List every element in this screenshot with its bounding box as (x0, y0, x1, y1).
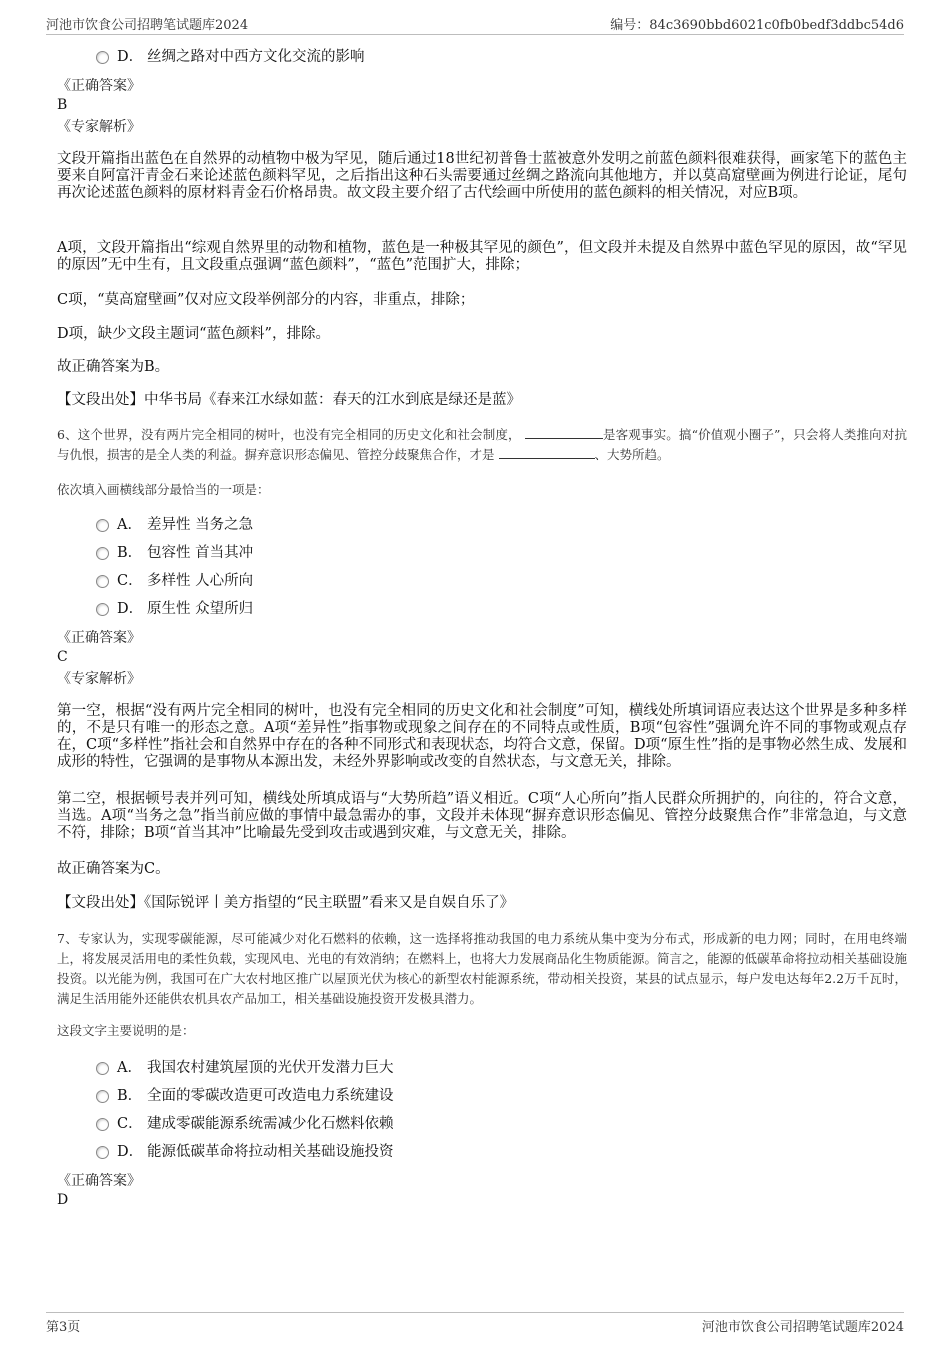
page-number: 第3页 (46, 1320, 81, 1335)
q6-blank-2 (499, 446, 595, 459)
q5-answer: B (57, 97, 68, 113)
q7-option-a[interactable]: A． 我国农村建筑屋顶的光伏开发潜力巨大 (96, 1058, 394, 1078)
q6-analysis-para-2: 第二空，根据顿号表并列可知，横线处所填成语与“大势所趋”语义相近。C项“人心所向”指人民群众所拥护的，向往的，符合文意，当选。A项“当务之急”指当前应做的事情中最急需办的事，文段并未体现“摒弃意识形态偏见、管控分歧聚焦合作”非常急迫，与文意不符，排除；B项“首当其冲”比喻最先受到攻击或遇到灾难，与文意无关，排除。 (57, 791, 907, 841)
q6-option-d[interactable]: D． 原生性 众望所归 (96, 599, 253, 619)
page-footer (46, 1312, 904, 1335)
radio-icon[interactable] (96, 575, 109, 588)
q7-option-b[interactable]: B． 全面的零碳改造更可改造电力系统建设 (96, 1086, 394, 1106)
q5-analysis-para-3: C项，“莫高窟壁画”仅对应文段举例部分的内容，非重点，排除； (57, 292, 475, 308)
q5-analysis-para-1: 文段开篇指出蓝色在自然界的动植物中极为罕见，随后通过18世纪初普鲁士蓝被意外发明之前蓝色颜料很难获得，画家笔下的蓝色主要来自阿富汗青金石来论述蓝色颜料罕见，之后指出这种石头需要通过丝绸之路流向其他地方，并以莫高窟壁画为例进行论证，尾句再次论述蓝色颜料的原材料青金石价格昂贵。故文段主要介绍了古代绘画中所使用的蓝色颜料的相关情况，对应B项。 (57, 151, 907, 201)
q5-answer-label: 《正确答案》 (57, 78, 141, 94)
q5-analysis-label: 《专家解析》 (57, 119, 141, 135)
q5-analysis-para-2: A项，文段开篇指出“综观自然界里的动物和植物，蓝色是一种极其罕见的颜色”，但文段并未提及自然界中蓝色罕见的原因，故“罕见的原因”无中生有，且文段重点强调“蓝色颜料”，“蓝色”范围扩大，排除； (57, 240, 907, 273)
radio-icon[interactable] (96, 547, 109, 560)
q6-option-b[interactable]: B． 包容性 首当其冲 (96, 543, 253, 563)
q6-answer-label: 《正确答案》 (57, 630, 141, 646)
q6-source: 【文段出处】《国际锐评丨美方指望的“民主联盟”看来又是自娱自乐了》 (57, 895, 515, 911)
radio-icon[interactable] (96, 1118, 109, 1131)
radio-icon[interactable] (96, 519, 109, 532)
q7-answer-label: 《正确答案》 (57, 1173, 141, 1189)
header-doc-id: 编号：84c3690bbd6021c0fb0bedf3ddbc54d6 (610, 18, 904, 33)
radio-icon[interactable] (96, 603, 109, 616)
q5-analysis-para-5: 故正确答案为B。 (57, 359, 170, 375)
q6-analysis-para-1: 第一空，根据“没有两片完全相同的树叶，也没有完全相同的历史文化和社会制度”可知，横线处所填词语应表达这个世界是多种多样的，不是只有唯一的形态之意。A项“差异性”指事物或现象之间存在的不同特点或性质，B项“包容性”强调允许不同的事物或观点存在，C项“多样性”指社会和自然界中存在的各种不同形式和表现状态，均符合文意，保留。D项“原生性”指的是事物必然生成、发展和成形的特性，它强调的是事物从本源出发，未经外界影响或改变的自然状态，与文意无关，排除。 (57, 703, 907, 770)
q6-stem: 6、这个世界，没有两片完全相同的树叶，也没有完全相同的历史文化和社会制度， 是客观事实。搞“价值观小圈子”，只会将人类推向对抗与仇恨，损害的是全人类的利益。摒弃意识形态偏见、管控分歧聚焦合作，才是 、大势所趋。 (57, 427, 907, 462)
q5-analysis-para-4: D项，缺少文段主题词“蓝色颜料”，排除。 (57, 326, 330, 342)
q7-prompt: 这段文字主要说明的是： (57, 1023, 195, 1038)
q6-answer: C (57, 649, 68, 665)
q6-prompt: 依次填入画横线部分最恰当的一项是： (57, 482, 270, 497)
radio-icon[interactable] (96, 1090, 109, 1103)
q6-analysis-para-3: 故正确答案为C。 (57, 861, 170, 877)
footer-title: 河池市饮食公司招聘笔试题库2024 (701, 1320, 904, 1335)
q5-source: 【文段出处】中华书局《春来江水绿如蓝：春天的江水到底是绿还是蓝》 (57, 392, 521, 408)
q7-option-d[interactable]: D． 能源低碳革命将拉动相关基础设施投资 (96, 1142, 394, 1162)
q5-option-d[interactable]: D． 丝绸之路对中西方文化交流的影响 (96, 47, 365, 67)
q7-answer: D (57, 1192, 69, 1208)
page-header (46, 14, 904, 35)
q6-analysis-label: 《专家解析》 (57, 671, 141, 687)
q6-option-a[interactable]: A． 差异性 当务之急 (96, 515, 253, 535)
q6-option-c[interactable]: C． 多样性 人心所向 (96, 571, 253, 591)
q7-stem: 7、专家认为，实现零碳能源，尽可能减少对化石燃料的依赖，这一选择将推动我国的电力系统从集中变为分布式，形成新的电力网；同时，在用电终端上，将发展灵活用电的柔性负载，实现风电、光电的有效消纳；在燃料上，也将大力发展商品化生物质能源。简言之，能源的低碳革命将拉动相关基础设施投资。以光能为例，我国可在广大农村地区推广以屋顶光伏为核心的新型农村能源系统，带动相关投资，某县的试点显示，每户发电达每年2.2万千瓦时，满足生活用能外还能供农机具农产品加工，相关基础设施投资开发极具潜力。 (57, 931, 908, 1006)
radio-icon[interactable] (96, 51, 109, 64)
radio-icon[interactable] (96, 1062, 109, 1075)
q7-option-c[interactable]: C． 建成零碳能源系统需减少化石燃料依赖 (96, 1114, 394, 1134)
q6-blank-1 (525, 426, 603, 439)
header-title: 河池市饮食公司招聘笔试题库2024 (46, 18, 249, 33)
radio-icon[interactable] (96, 1146, 109, 1159)
